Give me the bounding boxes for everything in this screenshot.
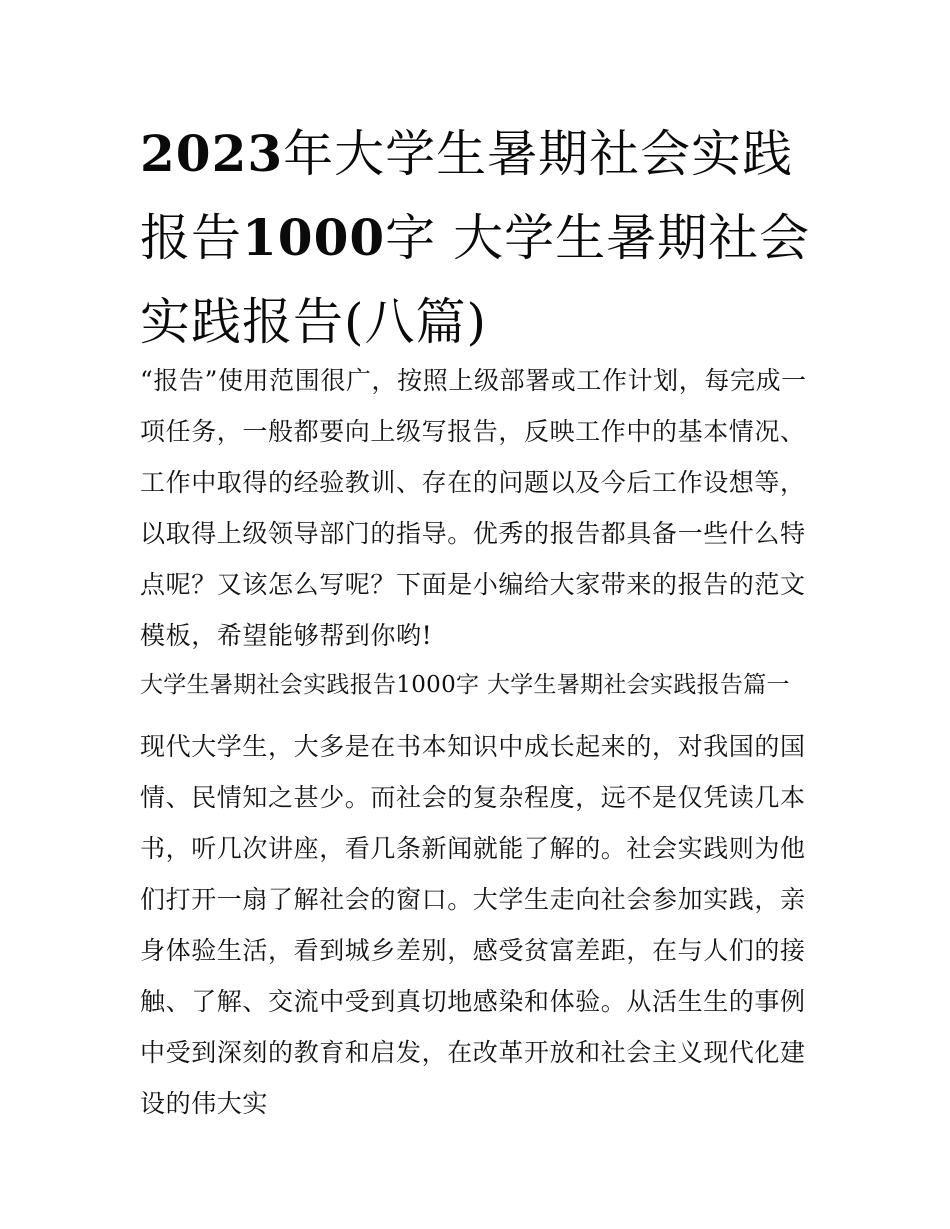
intro-paragraph: “报告”使用范围很广，按照上级部署或工作计划，每完成一项任务，一般都要向上级写报告，反映工作中的基本情况、工作中取得的经验教训、存在的问题以及今后工作设想等，以取得上级领导部门的指导。优秀的报告都具备一些什么特点呢？又该怎么写呢？下面是小编给大家带来的报告的范文模板，希望能够帮到你哟! <box>140 366 807 650</box>
section-heading: 大学生暑期社会实践报告1000字 大学生暑期社会实践报告篇一 <box>140 672 790 698</box>
title-year: 2023 <box>140 124 284 183</box>
title-number: 1000 <box>242 208 386 267</box>
title-text-1: 年大学生暑期社会实践报告 <box>140 125 794 267</box>
section-spacer <box>140 709 815 721</box>
document-title <box>140 112 820 364</box>
body-paragraph: 现代大学生，大多是在书本知识中成长起来的，对我国的国情、民情知之甚少。而社会的复杂程度，远不是仅凭读几本书，听几次讲座，看几条新闻就能了解的。社会实践则为他们打开一扇了解社会的窗口。大学生走向社会参加实践，亲身体验生活，看到城乡差别，感受贫富差距，在与人们的接触、了解、交流中受到真切地感染和体验。从活生生的事例中受到深刻的教育和启发，在改革开放和社会主义现代化建设的伟大实 <box>140 732 806 1118</box>
title-text-2: 字 大学生暑期社会实践报告(八篇) <box>140 209 811 351</box>
document-body <box>140 355 815 1129</box>
